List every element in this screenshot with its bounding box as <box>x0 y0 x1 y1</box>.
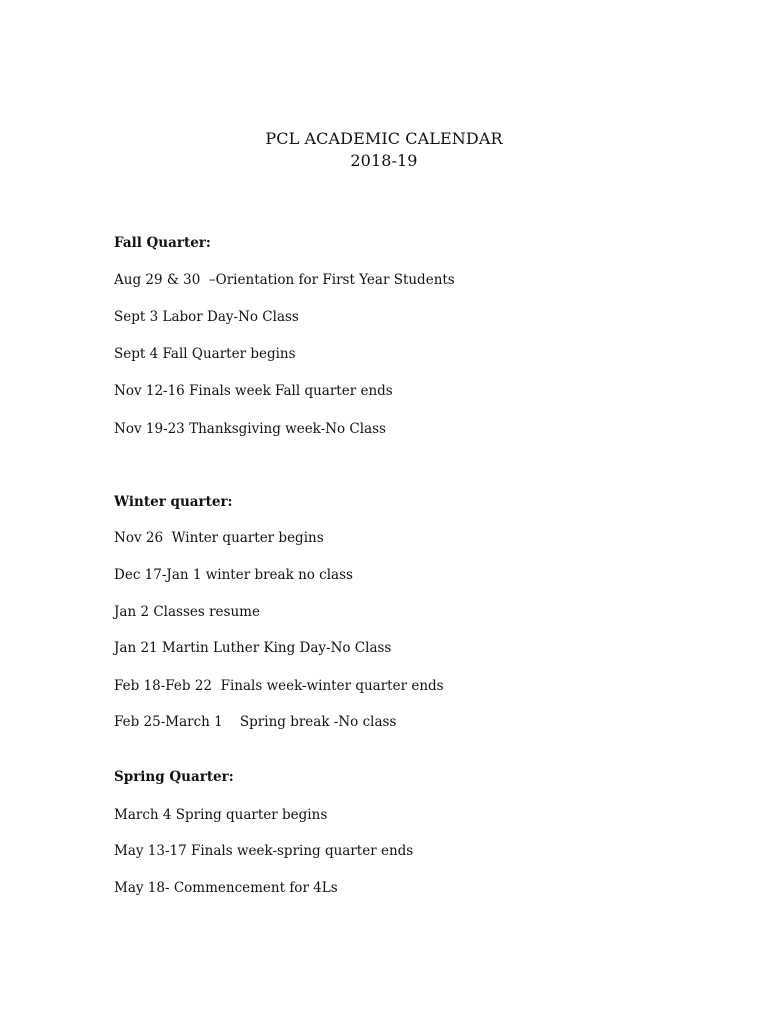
winter-item-mlk-day: Jan 21 Martin Luther King Day-No Class <box>114 640 392 656</box>
winter-item-quarter-begins: Nov 26 Winter quarter begins <box>114 530 324 546</box>
spring-quarter-heading: Spring Quarter: <box>114 769 234 785</box>
fall-item-labor-day: Sept 3 Labor Day-No Class <box>114 309 299 325</box>
winter-quarter-heading: Winter quarter: <box>114 494 233 510</box>
winter-item-break: Dec 17-Jan 1 winter break no class <box>114 567 353 583</box>
title-block <box>0 128 768 172</box>
spring-item-commencement: May 18- Commencement for 4Ls <box>114 880 338 896</box>
fall-quarter-heading: Fall Quarter: <box>114 235 211 251</box>
winter-item-finals: Feb 18-Feb 22 Finals week-winter quarter ends <box>114 678 444 694</box>
academic-year: 2018-19 <box>350 151 418 170</box>
spring-item-finals: May 13-17 Finals week-spring quarter ends <box>114 843 414 859</box>
fall-item-quarter-begins: Sept 4 Fall Quarter begins <box>114 346 296 362</box>
fall-item-thanksgiving: Nov 19-23 Thanksgiving week-No Class <box>114 421 386 437</box>
spring-item-quarter-begins: March 4 Spring quarter begins <box>114 807 328 823</box>
winter-item-classes-resume: Jan 2 Classes resume <box>114 604 260 620</box>
page-title: PCL ACADEMIC CALENDAR <box>265 129 503 148</box>
fall-item-finals: Nov 12-16 Finals week Fall quarter ends <box>114 383 393 399</box>
fall-item-orientation: Aug 29 & 30 –Orientation for First Year Students <box>114 272 455 288</box>
winter-item-spring-break: Feb 25-March 1 Spring break -No class <box>114 714 397 730</box>
